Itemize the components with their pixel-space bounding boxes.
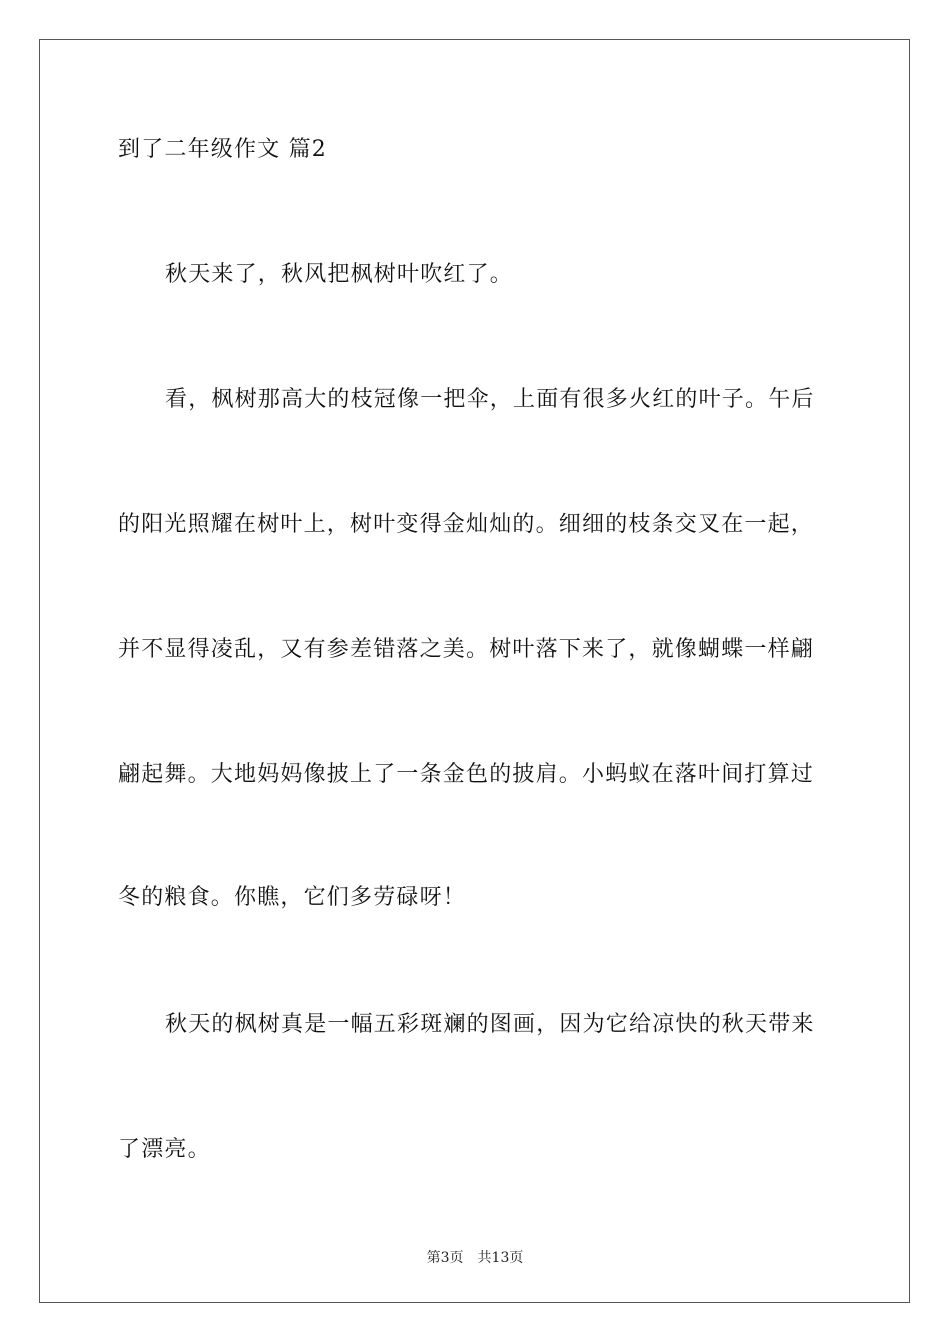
paragraph-line: 看，枫树那高大的枝冠像一把伞，上面有很多火红的叶子。午后: [165, 387, 815, 412]
paragraph-line: 了漂亮。: [118, 1137, 211, 1162]
page-border: [39, 39, 910, 1303]
page-number-footer: 第3页 共13页: [426, 1250, 524, 1266]
paragraph-line: 的阳光照耀在树叶上，树叶变得金灿灿的。细细的枝条交叉在一起，: [118, 512, 815, 537]
paragraph-line: 冬的粮食。你瞧，它们多劳碌呀！: [118, 885, 467, 910]
paragraph-line: 翩起舞。大地妈妈像披上了一条金色的披肩。小蚂蚁在落叶间打算过: [118, 762, 815, 787]
paragraph-line: 秋天来了，秋风把枫树叶吹红了。: [165, 262, 514, 287]
paragraph-line: 并不显得凌乱，又有参差错落之美。树叶落下来了，就像蝴蝶一样翩: [118, 637, 815, 662]
essay-title: 到了二年级作文 篇2: [118, 137, 327, 162]
paragraph-line: 秋天的枫树真是一幅五彩斑斓的图画，因为它给凉快的秋天带来: [165, 1012, 815, 1037]
